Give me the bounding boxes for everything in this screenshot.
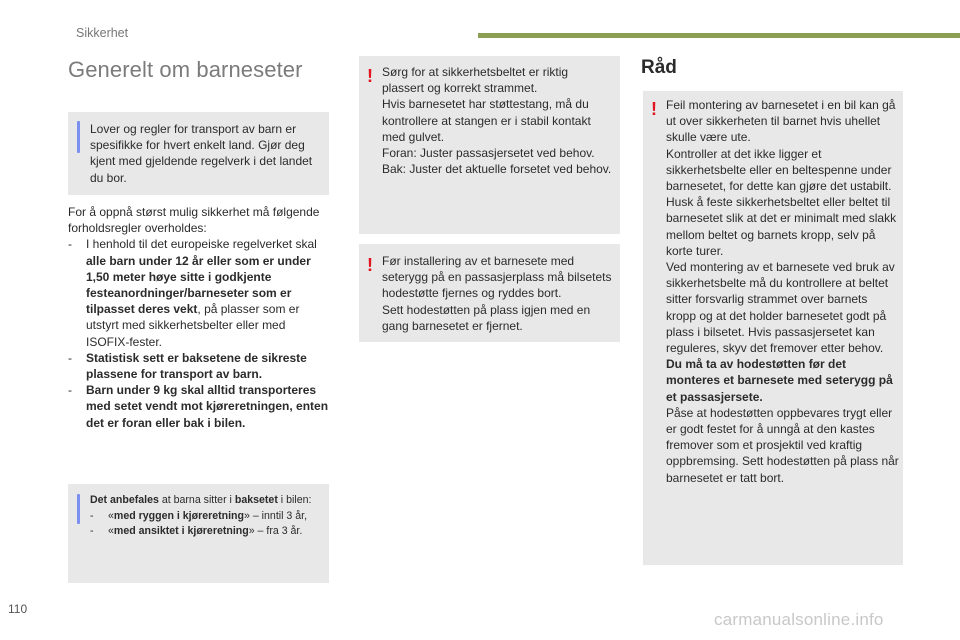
watermark: carmanualsonline.info <box>714 610 884 629</box>
warning-box-headrest <box>359 244 620 342</box>
info-box-laws-text: Lover og regler for transport av barn er spesifikke for hvert enkelt land. Gjør deg kjent med gjeldende regelverk i det landet du bor. <box>90 122 313 185</box>
dash-bullet: - <box>90 509 94 522</box>
dash-bullet: - <box>68 383 72 398</box>
info-box-laws <box>68 112 329 195</box>
info-box-recommendation <box>68 484 329 583</box>
warning-line: Sørg for at sikkerhetsbeltet er riktig plassert og korrekt strammet. <box>382 65 569 96</box>
warning-line: Bak: Juster det aktuelle forsetet ved behov. <box>382 162 612 177</box>
advice-paragraph: Feil montering av barnesetet i en bil kan gå ut over sikkerheten til barnet hvis uhellet skulle være ute. <box>666 98 896 145</box>
page-number: 110 <box>8 602 28 616</box>
page-title: Generelt om barneseter <box>68 57 303 82</box>
list-item: - «med ansiktet i kjøreretning» – fra 3 år. <box>90 524 321 540</box>
dash-bullet: - <box>68 350 72 365</box>
dash-bullet: - <box>68 237 72 252</box>
list-item-bold: Statistisk sett er baksetene de sikreste plassene for transport av barn. <box>86 350 307 382</box>
info-icon <box>77 494 80 524</box>
list-item: - «med ryggen i kjøreretning» – inntil 3 år, <box>90 509 321 525</box>
advice-paragraph-bold: Du må ta av hodestøtten før det monteres et barnesete med seterygg på et passasjersete. <box>666 357 893 404</box>
list-item <box>68 382 330 431</box>
warning-line: Før installering av et barnesete med seterygg på en passasjerplass må bilsetets hodestøtte fjernes og ryddes bort. <box>382 254 612 301</box>
warning-icon: ! <box>367 66 373 86</box>
dash-bullet: - <box>90 525 94 538</box>
recommendation-lead: Det anbefales at barna sitter i baksetet i bilen: <box>90 494 312 506</box>
list-item-bold: alle barn under 12 år eller som er under 1,50 meter høye sitte i godkjente festeanordninger/barneseter som er tilpasset deres vekt <box>86 253 311 317</box>
advice-title: Råd <box>641 57 677 78</box>
list-item <box>68 350 330 382</box>
list-item-text-end: , på plasser som er utstyrt med sikkerhetsbelter eller med ISOFIX-fester. <box>86 302 300 349</box>
warning-line: Hvis barnesetet har støttestang, må du kontrollere at stangen er i stabil kontakt med gulvet. <box>382 97 591 144</box>
list-item-bold: Barn under 9 kg skal alltid transporteres med setet vendt mot kjøreretningen, enten det er foran eller bak i bilen. <box>86 383 329 430</box>
header-rule <box>478 33 960 38</box>
list-item-text: I henhold til det europeiske regelverket skal <box>86 237 317 252</box>
advice-box <box>643 91 903 565</box>
warning-icon: ! <box>367 255 373 275</box>
warning-box-belt <box>359 56 620 234</box>
main-text <box>68 204 330 431</box>
info-icon <box>77 121 80 153</box>
warning-icon: ! <box>651 99 657 119</box>
warning-line: Sett hodestøtten på plass igjen med en gang barnesetet er fjernet. <box>382 302 591 333</box>
advice-paragraph: Påse at hodestøtten oppbevares trygt eller er godt festet for å unngå at den kastes fremover som et prosjektil ved kraftig oppbremsing. Sett hodestøtten på plass når barnesetet er tatt bort. <box>666 405 899 485</box>
warning-line: Foran: Juster passasjersetet ved behov. <box>382 146 595 161</box>
advice-paragraph: Husk å feste sikkerhetsbeltet eller beltet til barnesetet slik at det er minimalt med slakk mellom beltet og barnets kropp, selv på korte turer. <box>666 195 897 258</box>
list-item <box>68 236 330 349</box>
section-label: Sikkerhet <box>76 26 129 40</box>
main-intro: For å oppnå størst mulig sikkerhet må følgende forholdsregler overholdes: <box>68 205 320 236</box>
advice-paragraph: Kontroller at det ikke ligger et sikkerhetsbelte eller en beltespenne under barnesetet, for dette kan gjøre det ustabilt. <box>666 146 892 194</box>
advice-paragraph: Ved montering av et barnesete ved bruk av sikkerhetsbelte må du kontrollere at beltet sitter forsvarlig strammet over barnets kropp og at det holder barnesetet godt på plass i bilsetet. Hvis passasjersetet kan reguleres, skyv det fremover etter behov. <box>666 260 895 356</box>
